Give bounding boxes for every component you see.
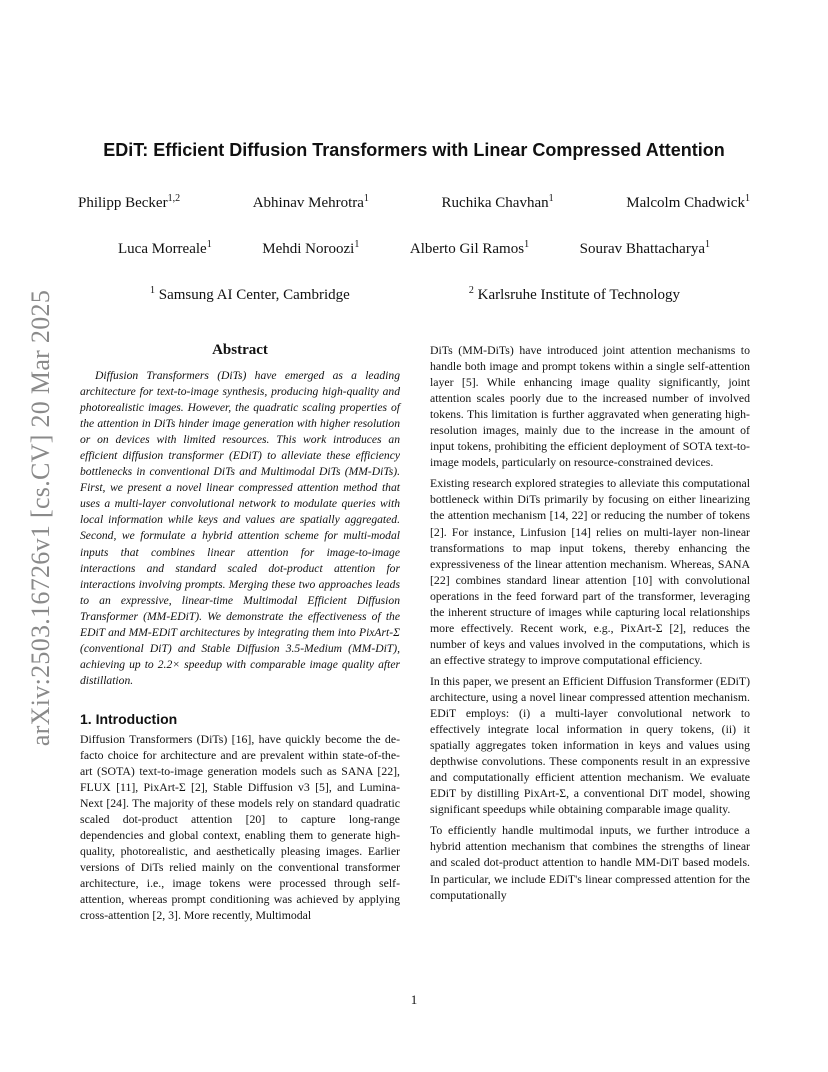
author: Malcolm Chadwick$^1$ <box>626 193 750 211</box>
affiliation: $^2$ Karlsruhe Institute of Technology <box>468 285 680 303</box>
author: Ruchika Chavhan$^1$ <box>441 193 554 211</box>
author: Abhinav Mehrotra$^1$ <box>252 193 369 211</box>
abstract-heading: Abstract <box>212 342 268 358</box>
author-row-1 <box>78 195 750 212</box>
body-paragraph: To efficiently handle multimodal inputs, we further introduce a hybrid attention mechanism that combines the strengths of linear and scaled dot-product attention to handle MM-DiT based models. In particular, we include EDiT's linear compressed attention for the computationally <box>430 823 750 902</box>
arxiv-identifier <box>22 283 60 753</box>
body-paragraph: DiTs (MM-DiTs) have introduced joint attention mechanisms to handle both image and prompt tokens within a single self-attention layer [5]. While enhancing image quality significantly, joint attention scales poorly due to the increased number of involved tokens. This limitation is further aggravated when generating high-resolution images, mainly due to the increase in the amount of input tokens, prohibiting the efficient deployment of SOTA text-to-image models, particularly on resource-constrained devices. <box>430 343 750 470</box>
right-column <box>430 342 750 908</box>
author: Philipp Becker$^{1,2}$ <box>78 193 181 211</box>
left-column <box>80 342 400 924</box>
body-paragraph: In this paper, we present an Efficient Diffusion Transformer (EDiT) architecture, using a novel linear compressed attention mechanism. EDiT employs: (i) a multi-layer convolutional network to effectively integrate local information in query tokens, (ii) it spatially aggregates token information in keys and values using depthwise convolutions. These components result in an expressive and computationally efficient attention mechanism. We evaluate EDiT by distilling PixArt-Σ, a conventional DiT model, showing significant speedups while obtaining comparable image quality. <box>430 673 750 817</box>
body-paragraph: Existing research explored strategies to alleviate this computational bottleneck within DiTs primarily by focusing on either linearizing the attention mechanism [14, 22] or reducing the number of tokens [2]. For instance, Linfusion [14] relies on multi-layer non-linear transformations to map input tokens, thereby enhancing the expressiveness of the linear attention mechanism. Whereas, SANA [22] combines standard linear attention [10] with convolutional operations in the feed forward part of the transformer, leveraging the inherent structure of images while capturing local relationships more effectively. Recent work, e.g., PixArt-Σ [2], reduces the number of keys and values involved in the computations, which is an effective strategy to improve computational efficiency. <box>430 476 750 667</box>
author-row-2 <box>118 241 710 258</box>
arxiv-identifier-text: arXiv:2503.16726v1 [cs.CV] 20 Mar 2025 <box>26 289 56 747</box>
author: Luca Morreale$^1$ <box>118 239 212 257</box>
author: Sourav Bhattacharya$^1$ <box>579 239 710 257</box>
paper-title: EDiT: Efficient Diffusion Transformers with Linear Compressed Attention <box>103 140 725 160</box>
section-heading-introduction: 1. Introduction <box>80 710 178 727</box>
affiliations <box>150 287 680 304</box>
affiliation: $^1$ Samsung AI Center, Cambridge <box>150 285 350 303</box>
abstract-text: Diffusion Transformers (DiTs) have emerged as a leading architecture for text-to-image synthesis, producing high-quality and photorealistic images. However, the quadratic scaling properties of the attention in DiTs hinder image generation with higher resolution or on devices with limited resources. This work introduces an efficient diffusion transformer (EDiT) to alleviate these efficiency bottlenecks in conventional DiTs and Multimodal DiTs (MM-DiTs). First, we present a novel linear compressed attention method that uses a multi-layer convolutional network to modulate queries with local information while keys and values are spatially aggregated. Second, we formulate a hybrid attention scheme for multi-modal inputs that combines linear attention for image-to-image interactions and standard scaled dot-product attention for interactions involving prompts. Merging these two approaches leads to an expressive, linear-time Multimodal Efficient Diffusion Transformer (MM-EDiT). We demonstrate the effectiveness of the EDiT and MM-EDiT architectures by integrating them into PixArt-Σ (conventional DiT) and Stable Diffusion 3.5-Medium (MM-DiT), achieving up to 2.2× speedup with comparable image quality after distillation. <box>80 369 400 687</box>
page-number: 1 <box>410 992 418 1007</box>
author: Alberto Gil Ramos$^1$ <box>409 239 530 257</box>
intro-paragraph: Diffusion Transformers (DiTs) [16], have quickly become the de-facto choice for architecture and are prevalent within state-of-the-art (SOTA) text-to-image generation models such as SANA [22], FLUX [11], PixArt-Σ [2], Stable Diffusion v3 [5], and Lumina-Next [24]. The majority of these models rely on standard quadratic scaled dot-product attention [20] to capture long-range dependencies and global context, enabling them to generate high-quality, photorealistic, and aesthetically pleasing images. Earlier versions of DiTs relied mainly on the conventional transformer architecture, i.e., image tokens were processed through self-attention, whereas prompt conditioning was achieved by applying cross-attention [2, 3]. More recently, Multimodal <box>80 731 400 923</box>
author: Mehdi Noroozi$^1$ <box>262 239 360 257</box>
